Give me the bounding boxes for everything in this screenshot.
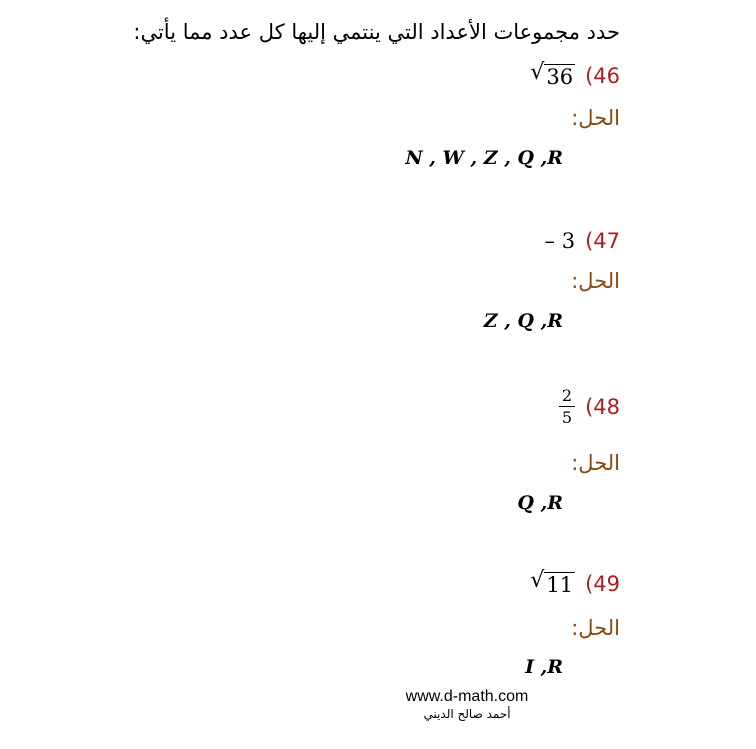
question-49-expression <box>530 570 575 597</box>
solution-label: الحل: <box>571 451 620 475</box>
answer-49: I ,R <box>525 656 563 678</box>
question-number: (49 <box>585 571 620 596</box>
fraction-numerator: 2 <box>559 387 575 407</box>
question-47-expression: – 3 <box>544 229 576 253</box>
question-47 <box>545 229 620 253</box>
question-49 <box>530 570 620 597</box>
sqrt-symbol: √ 36 <box>530 60 574 89</box>
question-number: (48 <box>585 394 620 419</box>
answer-47: Z , Q ,R <box>483 310 563 332</box>
answer-48: Q ,R <box>517 492 563 514</box>
footer-author: أحمد صالح الديني <box>423 707 511 721</box>
footer-url: www.d-math.com <box>405 688 529 705</box>
question-number: (46 <box>585 63 620 88</box>
answer-46: N , W , Z , Q ,R <box>405 147 563 169</box>
question-46-expression <box>530 62 575 89</box>
radicand: 11 <box>546 573 574 597</box>
question-number: (47 <box>585 229 620 253</box>
fraction-denominator: 5 <box>561 407 573 427</box>
question-48 <box>559 387 620 426</box>
instruction-text: حدد مجموعات الأعداد التي ينتمي إليها كل عدد مما يأتي: <box>133 20 620 44</box>
question-46 <box>530 62 620 89</box>
fraction <box>559 387 575 426</box>
radicand: 36 <box>546 65 574 89</box>
sqrt-symbol: √ 11 <box>530 568 574 597</box>
solution-label: الحل: <box>571 616 620 640</box>
solution-label: الحل: <box>571 269 620 293</box>
solution-label: الحل: <box>571 106 620 130</box>
